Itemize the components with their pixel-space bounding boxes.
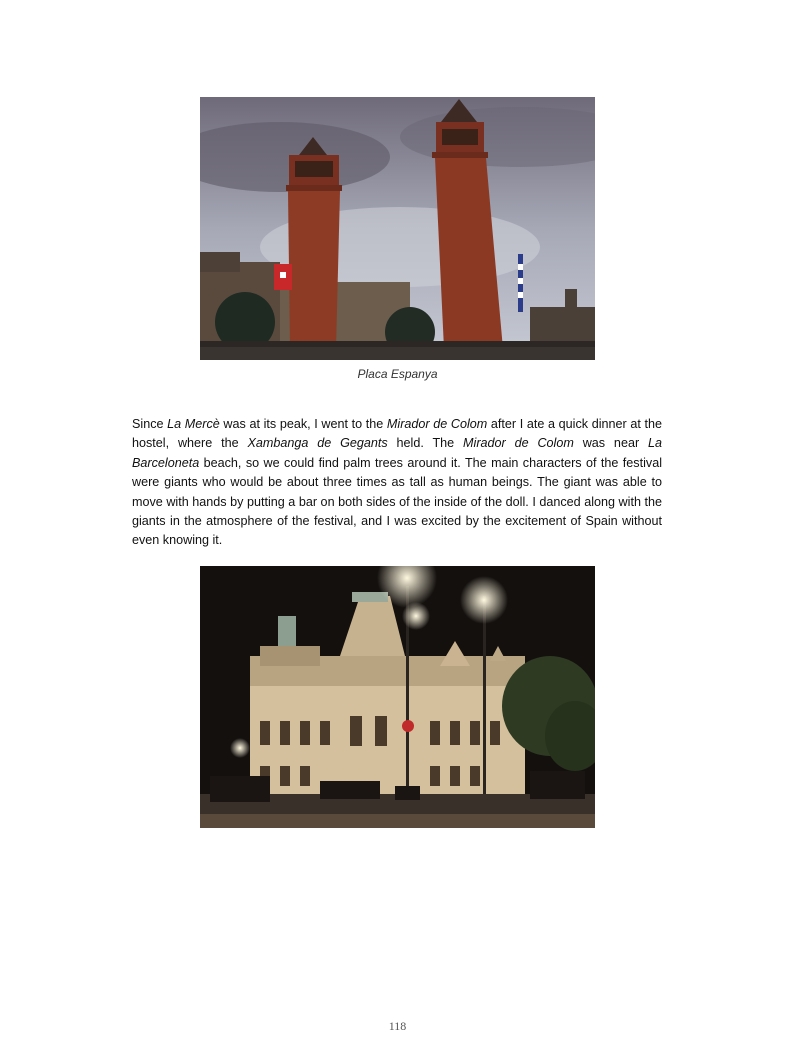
- text-run: after I ate a quick dinner at the hostel, where the: [132, 417, 662, 451]
- text-run: Since: [132, 417, 168, 431]
- text-run: was near: [573, 436, 648, 451]
- text-run: beach, so we could find palm trees around it. The main characters of the festival were giants who would be about three times as tall as human beings. The giant was able to move with hands by putting a bar on both sides of the inside of the doll. I danced along with the giants in the atmosphere of the festival, and I was excited by the excitement of Spain without even knowing it.: [132, 455, 662, 548]
- placa-espanya-photo: [200, 97, 595, 360]
- italic-term: Xambanga de Gegants: [247, 436, 388, 451]
- text-run: held. The: [387, 436, 464, 451]
- italic-term: Mirador de Colom: [463, 436, 574, 451]
- body-paragraph: [132, 415, 662, 551]
- italic-term: La Barceloneta: [132, 436, 663, 470]
- page-number: 118: [388, 1019, 407, 1033]
- text-run: was at its peak, I went to the: [219, 417, 387, 431]
- towers-image: [200, 97, 595, 360]
- figure-caption: Placa Espanya: [357, 367, 438, 381]
- night-building-photo: [200, 566, 595, 828]
- night-image: [200, 566, 595, 828]
- italic-term: Mirador de Colom: [386, 417, 488, 431]
- italic-term: La Mercè: [167, 417, 220, 431]
